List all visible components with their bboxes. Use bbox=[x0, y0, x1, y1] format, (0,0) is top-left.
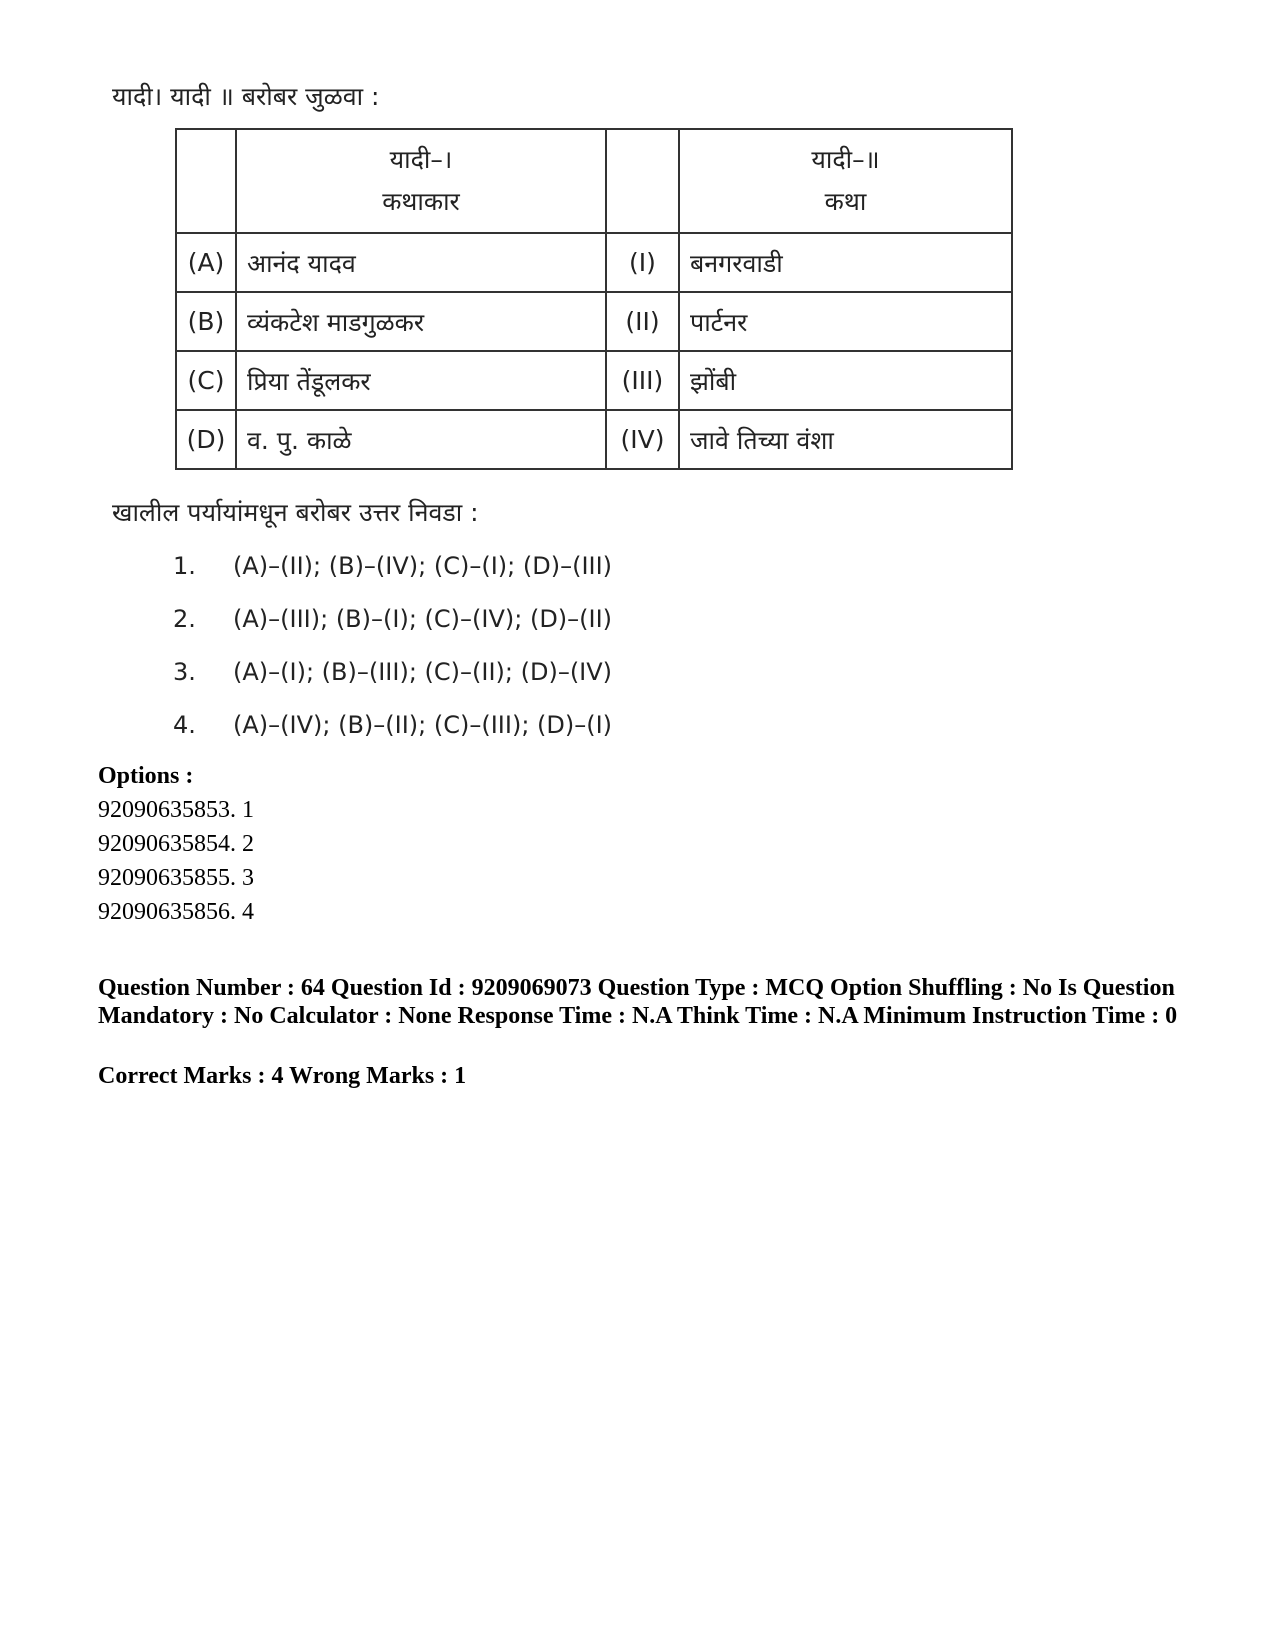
option-item: 92090635853. 1 bbox=[98, 797, 254, 823]
choice-number: 3. bbox=[173, 658, 196, 686]
marks-line: Correct Marks : 4 Wrong Marks : 1 bbox=[98, 1063, 467, 1089]
row-key: (C) bbox=[176, 351, 236, 410]
row-num: (IV) bbox=[606, 410, 679, 469]
story-cell: पार्टनर bbox=[679, 292, 1012, 351]
story-cell: जावे तिच्या वंशा bbox=[679, 410, 1012, 469]
choice-number: 4. bbox=[173, 711, 196, 739]
list1-subtitle: कथाकार bbox=[382, 187, 460, 216]
choice-number: 1. bbox=[173, 552, 196, 580]
list1-title: यादी–। bbox=[389, 145, 453, 174]
option-item: 92090635855. 3 bbox=[98, 865, 254, 891]
list2-subtitle: कथा bbox=[824, 187, 867, 216]
answer-choice bbox=[173, 652, 612, 705]
options-heading: Options : bbox=[98, 763, 194, 789]
author-cell: प्रिया तेंडूलकर bbox=[236, 351, 606, 410]
row-key: (A) bbox=[176, 233, 236, 292]
row-num: (I) bbox=[606, 233, 679, 292]
choice-text: (A)–(I); (B)–(III); (C)–(II); (D)–(IV) bbox=[233, 658, 613, 686]
choice-text: (A)–(IV); (B)–(II); (C)–(III); (D)–(I) bbox=[233, 711, 613, 739]
story-cell: झोंबी bbox=[679, 351, 1012, 410]
list2-header bbox=[679, 129, 1012, 233]
row-key: (D) bbox=[176, 410, 236, 469]
author-cell: व्यंकटेश माडगुळकर bbox=[236, 292, 606, 351]
option-item: 92090635856. 4 bbox=[98, 899, 254, 925]
table-row bbox=[176, 351, 1012, 410]
answer-choice-list bbox=[173, 546, 612, 758]
table-row bbox=[176, 410, 1012, 469]
header-blank-cell bbox=[606, 129, 679, 233]
table-row bbox=[176, 233, 1012, 292]
author-cell: व. पु. काळे bbox=[236, 410, 606, 469]
table-row bbox=[176, 292, 1012, 351]
author-cell: आनंद यादव bbox=[236, 233, 606, 292]
header-blank-cell bbox=[176, 129, 236, 233]
list1-header bbox=[236, 129, 606, 233]
question-meta: Question Number : 64 Question Id : 9209069073 Question Type : MCQ Option Shuffling : No Is Question Mandatory : No Calculator : None Response Time : N.A Think Time : N.A Minimum Instruction Time : 0 bbox=[98, 975, 1178, 1029]
row-num: (II) bbox=[606, 292, 679, 351]
answer-choice bbox=[173, 599, 612, 652]
choice-text: (A)–(II); (B)–(IV); (C)–(I); (D)–(III) bbox=[233, 552, 613, 580]
answer-choice bbox=[173, 705, 612, 758]
story-cell: बनगरवाडी bbox=[679, 233, 1012, 292]
list2-title: यादी–॥ bbox=[811, 145, 880, 174]
answer-choice bbox=[173, 546, 612, 599]
option-list bbox=[98, 793, 254, 929]
choice-text: (A)–(III); (B)–(I); (C)–(IV); (D)–(II) bbox=[233, 605, 613, 633]
options-section bbox=[98, 759, 254, 929]
choose-prompt: खालील पर्यायांमधून बरोबर उत्तर निवडा : bbox=[112, 498, 479, 527]
table-header-row bbox=[176, 129, 1012, 233]
match-table bbox=[175, 128, 1013, 470]
row-key: (B) bbox=[176, 292, 236, 351]
match-instruction: यादी। यादी ॥ बरोबर जुळवा : bbox=[112, 82, 380, 111]
row-num: (III) bbox=[606, 351, 679, 410]
option-item: 92090635854. 2 bbox=[98, 831, 254, 857]
choice-number: 2. bbox=[173, 605, 196, 633]
